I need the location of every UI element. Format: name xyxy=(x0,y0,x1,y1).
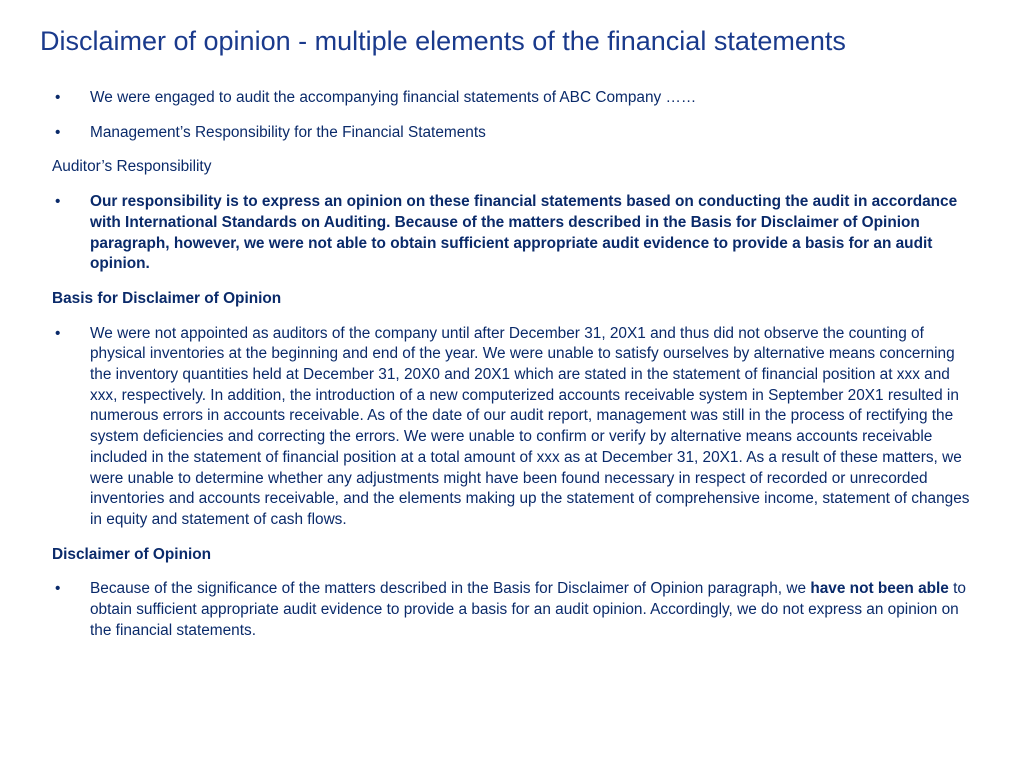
bullet-engaged-text: We were engaged to audit the accompanying financial statements of ABC Company …… xyxy=(90,89,697,106)
bullet-management-text: Management’s Responsibility for the Financial Statements xyxy=(90,123,486,141)
heading-disclaimer-of-opinion: Disclaimer of Opinion xyxy=(52,545,212,563)
bullet-disclaimer-text-part2: to obtain sufficient appropriate audit evidence to provide a basis for an audit opinion. Accordingly, we do not express an opinion on the financial statements. xyxy=(90,580,966,639)
bullet-disclaimer-emphasis: have not been able xyxy=(810,580,949,598)
bullet-basis xyxy=(52,324,972,531)
bullet-dot: • xyxy=(55,123,61,141)
bullet-management xyxy=(52,123,972,144)
bullet-basis-text: We were not appointed as auditors of the company until after December 31, 20X1 and thus did not observe the counting of physical inventories at the beginning and end of the year. We were unable to satisfy ourselves by alternative means concerning the inventory quantities held at December 31, 20X0 and 20X1 which are stated in the statement of financial position at xxx and xxx, respectively. In addition, the introduction of a new computerized accounts receivable system in September 20X1 resulted in numerous errors in accounts receivable. As of the date of our audit report, management was still in the process of rectifying the system deficiencies and correcting the errors. We were unable to confirm or verify by alternative means accounts receivable included in the statement of financial position at a total amount of xxx as at December 31, 20X1. As a result of these matters, we were unable to determine whether any adjustments might have been found necessary in respect of recorded or unrecorded inventories and accounts receivable, and the elements making up the statement of comprehensive income, statement of changes in equity and statement of cash flows. xyxy=(90,324,970,528)
heading-auditor-responsibility: Auditor’s Responsibility xyxy=(52,158,212,176)
bullet-engaged xyxy=(52,88,972,109)
bullet-auditor-text: Our responsibility is to express an opinion on these financial statements based on conducting the audit in accordance with International Standards on Auditing. Because of the matters described in the Basis for Disclaimer of Opinion paragraph, however, we were not able to obtain sufficient appropriate audit evidence to provide a basis for an audit opinion. xyxy=(90,193,958,273)
heading-basis-for-disclaimer: Basis for Disclaimer of Opinion xyxy=(52,289,282,307)
bullet-disclaimer-text xyxy=(90,580,966,638)
slide-body xyxy=(52,88,972,655)
bullet-dot: • xyxy=(55,324,61,342)
bullet-dot: • xyxy=(55,193,61,211)
bullet-disclaimer xyxy=(52,579,972,641)
bullet-disclaimer-text-part1: Because of the significance of the matters described in the Basis for Disclaimer of Opinion paragraph, we xyxy=(90,580,811,598)
bullet-dot: • xyxy=(55,580,61,598)
bullet-auditor-responsibility xyxy=(52,192,972,275)
slide-title: Disclaimer of opinion - multiple elements of the financial statements xyxy=(40,26,846,56)
bullet-dot: • xyxy=(55,89,61,106)
